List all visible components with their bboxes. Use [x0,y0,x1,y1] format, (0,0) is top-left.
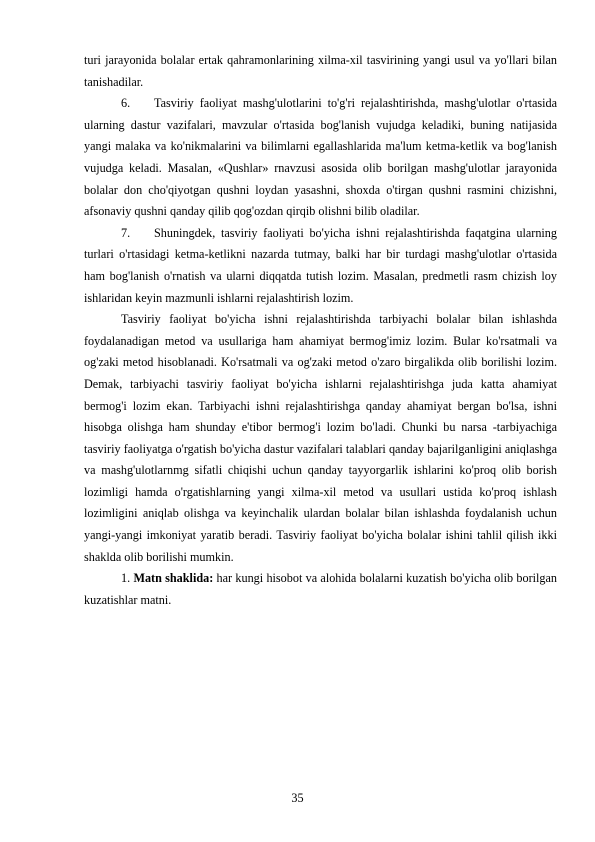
paragraph-text: har kungi hisobot va alohida bolalarni kuzatish bo'yicha olib borilgan kuzatishlar matni. [84,571,558,607]
paragraph-text: turi jarayonida bolalar ertak qahramonlarining xilma-xil tasvirining yangi usul va yo'llari bilan tanishadilar. [84,53,557,89]
paragraph-number: 1. [121,571,131,586]
page-number: 35 [291,791,304,805]
paragraph-number: 7. [121,225,131,240]
paragraph-text: Tasviriy faoliyat bo'yicha ishni rejalashtirishda tarbiyachi bolalar bilan ishlashda foydalanadigan metod va usullariga ham ahamiyat bermog'imiz lozim. Bular ko'rsatmali va og'zaki metod hisoblanadi. Ko'rsatmali va og'zaki metod o'zaro birgalikda olib borilishi lozim. Demak, tarbiyachi tasviriy faoliyat bo'yicha ishlarni rejalashtirishga juda katta ahamiyat bermog'i lozim ekan. Tarbiyachi ishni rejalashtirishga qanday ahamiyat bergan bo'lsa, ishni hisobga olishga ham shunday e'tibor bermog'i lozim bo'ladi. Chunki bu narsa -tarbiyachiga tasviriy faoliyatga o'rgatish bo'yicha dastur vazifalari talablari qanday bajarilganligini aniqlashga va mashg'ulotlarnmg sifatli chiqishi uchun qanday tayyorgarlik ishlarini ko'proq olib borish lozimligi hamda o'rgatishlarning yangi xilma-xil metod va usullari ustida ko'proq ishlash lozimligini aniqlab olishga va keyinchalik ulardan bolalar bilan ishlashda foydalanish uchun yangi-yangi imkoniyat yaratib beradi. Tasviriy faoliyat bo'yicha bolalar ishini tahlil qilish ikki shaklda olib borilishi mumkin. [84,312,557,564]
paragraph-number: 6. [121,96,131,111]
bold-label: Matn shaklida: [133,571,214,586]
numbered-paragraph-1 [84,568,557,611]
paragraph-methods [84,309,557,568]
paragraph-continuation [84,50,557,93]
body-text [84,50,557,611]
paragraph-text: Tasviriy faoliyat mashg'ulotlarini to'g'ri rejalashtirishda, mashg'ulotlar o'rtasida ularning dastur vazifalari, mavzular o'rtasida bog'lanish vujudga keladiki, buning natijasida yangi malaka va ko'nikmalarini va bilimlarni egallashlarida ma'lum ketma-ketlik va bog'lanish vujudga keladi. Masalan, «Qushlar» rnavzusi asosida olib borilgan mashg'ulotlar jarayonida bolalar don cho'qiyotgan qushni loydan yasashni, shoxda o'tirgan qushni rasmini chizishni, afsonaviy qushni qanday qilib qog'ozdan qirqib olishni bilib oladilar. [84,96,557,219]
paragraph-text: Shuningdek, tasviriy faoliyati bo'yicha ishni rejalashtirishda faqatgina ularning turlari o'rtasidagi ketma-ketlikni nazarda tutmay, balki har bir turdagi mashg'ulotlar o'rtasida ham bog'lanish o'rnatish va ularni diqqatda tutish lozim. Masalan, predmetli rasm chizish loy ishlaridan keyin mazmunli ishlarni rejalashtirish lozim. [84,225,557,305]
numbered-paragraph-7 [84,223,557,309]
numbered-paragraph-6 [84,93,557,223]
